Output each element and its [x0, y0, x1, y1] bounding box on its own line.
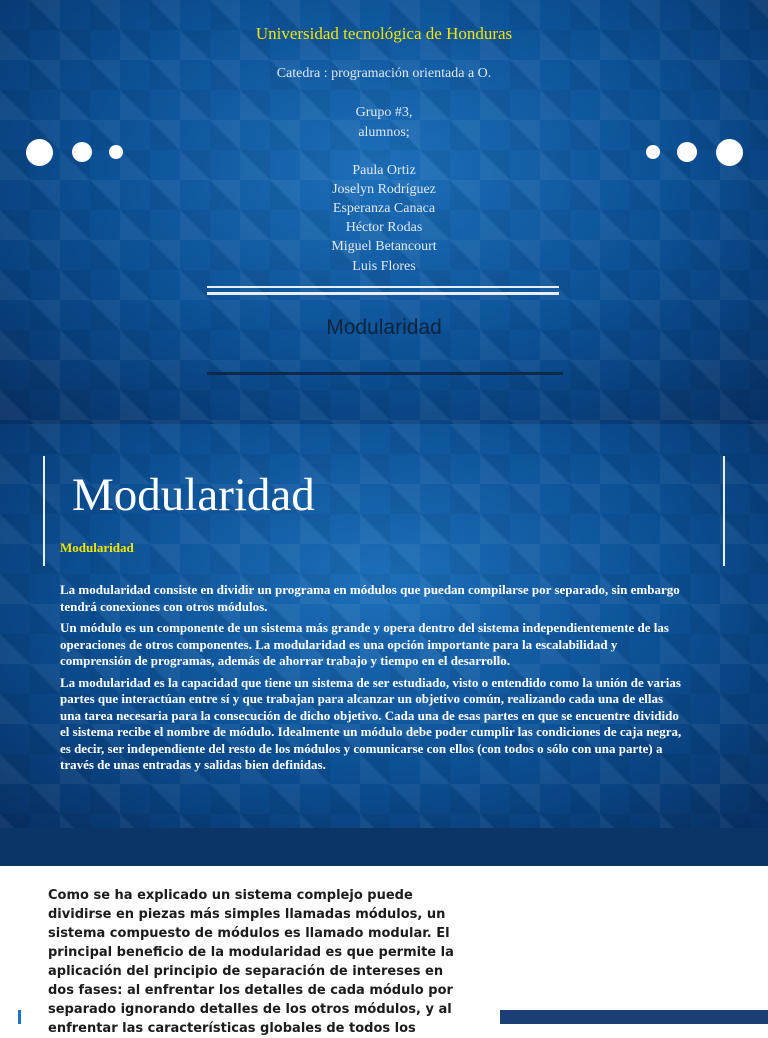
students-label: alumnos; [358, 125, 410, 140]
student-name: Héctor Rodas [345, 220, 423, 235]
slide-title: Modularidad [72, 469, 315, 521]
circle-decoration-large-right [716, 139, 743, 166]
group-line: Grupo #3, [355, 105, 413, 120]
slide-footer-band [0, 828, 768, 866]
section-label: Modularidad [60, 540, 134, 555]
circle-decoration-medium-right [677, 142, 697, 162]
student-name: Paula Ortiz [352, 163, 416, 178]
topic-title: Modularidad [326, 316, 442, 339]
corner-decoration [500, 1010, 768, 1024]
circle-decoration-large-left [26, 139, 53, 166]
circle-decoration-medium-left [72, 142, 92, 162]
circle-decoration-small-right [646, 145, 660, 159]
divider-line [207, 292, 559, 295]
accent-bar [18, 1010, 21, 1024]
accent-bar-right [723, 456, 725, 566]
student-name: Miguel Betancourt [331, 239, 437, 254]
paragraph: Un módulo es un componente de un sistema más grande y opera dentro del sistema independientemente de las operaciones de otros componentes. La modularidad es una opción importante para la escalabilidad y comprensión de programas, además de ahorrar trabajo y tiempo en el desarrollo. [60, 620, 669, 668]
university-title: Universidad tecnológica de Honduras [255, 24, 513, 43]
course-line: Catedra : programación orientada a O. [276, 66, 492, 81]
divider-line [207, 286, 559, 288]
accent-bar-left [43, 456, 45, 566]
body-text [60, 582, 686, 779]
content-slide [0, 424, 768, 828]
divider-line [207, 372, 563, 375]
student-name: Luis Flores [352, 259, 416, 274]
paragraph: La modularidad es la capacidad que tiene un sistema de ser estudiado, visto o entendido como la unión de varias partes que interactúan entre sí y que trabajan para alcanzar un objetivo común, realizando cada una de ellas una tarea necesaria para la consecución de dicho objetivo. Cada una de esas partes en que se encuentre dividido el sistema recibe el nombre de módulo. Idealmente un módulo debe poder cumplir las condiciones de caja negra, es decir, ser independiente del resto de los módulos y comunicarse con ellos (con todos o sólo con una parte) a través de unas entradas y salidas bien definidas. [60, 674, 682, 772]
student-name: Joselyn Rodríguez [332, 182, 436, 197]
paragraph: La modularidad consiste en dividir un programa en módulos que puedan compilarse por separado, sin embargo tendrá conexiones con otros módulos. [60, 582, 680, 614]
cover-slide [0, 0, 768, 424]
slide3-text: Como se ha explicado un sistema complejo puede dividirse en piezas más simples llamadas módulos, un sistema compuesto de módulos es llamado modular. El principal beneficio de la modularidad es que permite la aplicación del principio de separación de intereses en dos fases: al enfrentar los detalles de cada módulo por separado ignorando detalles de los otros módulos, y al enfrentar las características globales de todos los [48, 888, 454, 1036]
circle-decoration-small-left [109, 145, 123, 159]
student-name: Esperanza Canaca [332, 201, 436, 216]
